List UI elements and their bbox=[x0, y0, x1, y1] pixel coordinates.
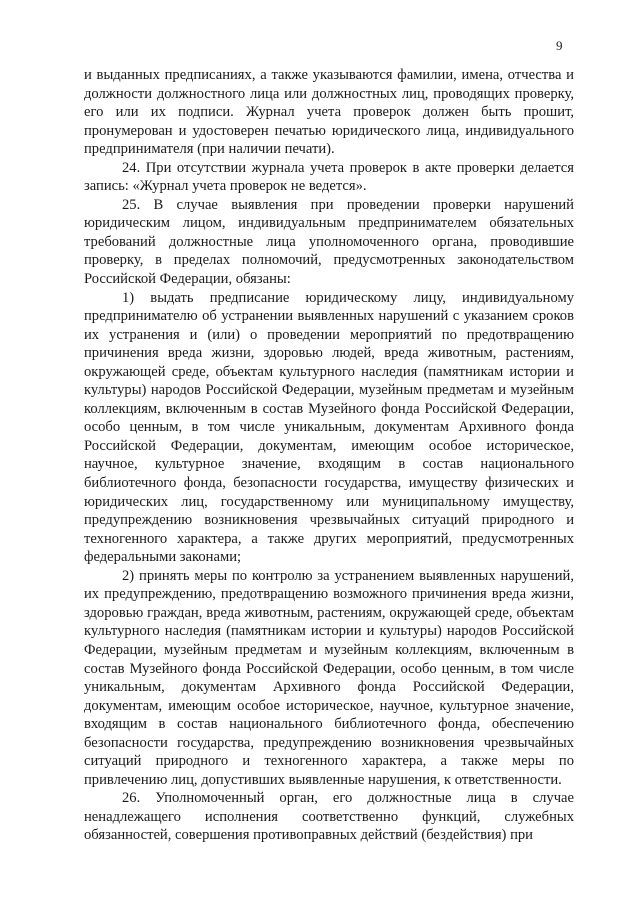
page-number: 9 bbox=[556, 38, 563, 53]
paragraph-24: 24. При отсутствии журнала учета проверок в акте проверки делается запись: «Журнал учета проверок не ведется». bbox=[84, 159, 574, 195]
paragraph-26: 26. Уполномоченный орган, его должностные лица в случае ненадлежащего исполнения соответственно функций, служебных обязанностей, совершения противоправных действий (бездействия) при bbox=[84, 790, 574, 844]
document-body bbox=[84, 66, 574, 845]
paragraph-25-item-1: 1) выдать предписание юридическому лицу, индивидуальному предпринимателю об устранении выявленных нарушений с указанием сроков их устранения и (или) о проведении мероприятий по предотвращению причинения вреда жизни, здоровью людей, вреда животным, растениям, окружающей среде, объектам культурного наследия (памятникам истории и культуры) народов Российской Федерации, музейным предметам и музейным коллекциям, включенным в состав Музейного фонда Российской Федерации, особо ценным, в том числе уникальным, документам Архивного фонда Российской Федерации, документам, имеющим особое историческое, научное, культурное значение, входящим в состав национального библиотечного фонда, безопасности государства, имуществу физических и юридических лиц, государственному или муниципальному имуществу, предупреждению возникновения чрезвычайных ситуаций природного и техногенного характера, а также других мероприятий, предусмотренных федеральными законами; bbox=[84, 289, 574, 566]
paragraph-25: 25. В случае выявления при проведении проверки нарушений юридическим лицом, индивидуальным предпринимателем обязательных требований должностные лица уполномоченного органа, проводившие проверку, в пределах полномочий, предусмотренных законодательством Российской Федерации, обязаны: bbox=[84, 196, 574, 288]
paragraph-continuation: и выданных предписаниях, а также указываются фамилии, имена, отчества и должности должностного лица или должностных лиц, проводящих проверку, его или их подписи. Журнал учета проверок должен быть прошит, пронумерован и удостоверен печатью юридического лица, индивидуального предпринимателя (при наличии печати). bbox=[84, 67, 574, 158]
paragraph-25-item-2: 2) принять меры по контролю за устранением выявленных нарушений, их предупреждению, предотвращению возможного причинения вреда жизни, здоровью граждан, вреда животным, растениям, окружающей среде, объектам культурного наследия (памятникам истории и культуры) народов Российской Федерации, музейным предметам и музейным коллекциям, включенным в состав Музейного фонда Российской Федерации, особо ценным, в том числе уникальным, документам Архивного фонда Российской Федерации, документам, имеющим особое историческое, научное, культурное значение, входящим в состав национального библиотечного фонда, обеспечению безопасности государства, предупреждению возникновения чрезвычайных ситуаций природного и техногенного характера, а также меры по привлечению лиц, допустивших выявленные нарушения, к ответственности. bbox=[84, 567, 574, 788]
